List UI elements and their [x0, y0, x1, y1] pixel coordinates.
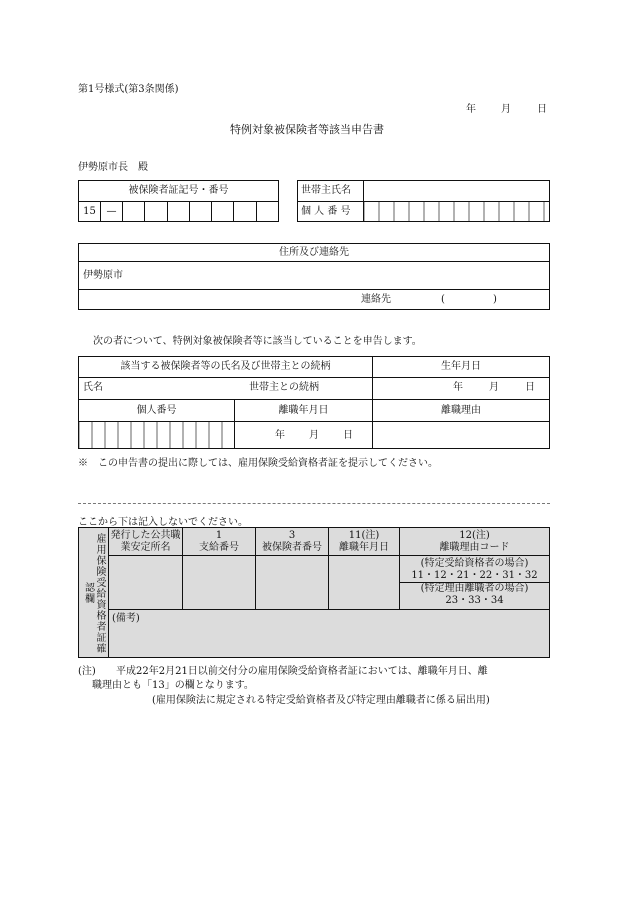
col-separation-code: 12(注) 離職理由コード	[400, 528, 550, 556]
separation-date-header: 離職年月日	[235, 400, 373, 422]
personal-number-label: 個 人 番 号	[298, 201, 364, 222]
usage-note: (雇用保険法に規定される特定受給資格者及び特定理由離職者に係る届出用)	[152, 695, 490, 706]
sep-month-label: 月	[309, 430, 319, 441]
col-payment-number: 1 支給番号	[183, 528, 256, 556]
cut-line-divider	[78, 503, 550, 504]
applicant-table	[78, 356, 550, 449]
form-number: 第1号様式(第3条関係)	[78, 84, 179, 95]
separation-code-cell	[400, 556, 550, 610]
footnote-mark: (注)	[78, 666, 96, 677]
insured-number-table	[78, 180, 279, 222]
contact-field[interactable]	[79, 290, 550, 310]
specific-eligible-label: (特定受給資格者の場合)	[420, 558, 529, 569]
remarks-cell	[109, 610, 550, 658]
address-label: 住所及び連絡先	[79, 244, 550, 262]
birth-year-label: 年	[453, 382, 463, 393]
specific-eligible-codes: 11・12・21・22・31・32	[411, 569, 538, 581]
insured-digit-cell[interactable]	[256, 201, 278, 222]
personal-number-header: 個人番号	[79, 400, 235, 422]
verification-side-label: 雇用保険受給資格者証確認欄	[79, 528, 109, 658]
relation-label: 世帯主との続柄	[249, 382, 319, 393]
footnote-line2: 職理由とも「13」の欄となります。	[92, 680, 254, 691]
birth-day-label: 日	[525, 382, 535, 393]
declaration-statement: 次の者について、特例対象被保険者等に該当していることを申告します。	[93, 336, 422, 347]
separation-date-field[interactable]	[235, 422, 373, 449]
specific-reason-codes: 23・33・34	[445, 594, 504, 606]
col-insured-number: 3 被保険者番号	[256, 528, 329, 556]
name-relation-field[interactable]	[79, 378, 373, 400]
address-field[interactable]	[79, 262, 550, 290]
insured-prefix: 15	[79, 201, 101, 222]
date-month: 月	[501, 104, 511, 115]
birth-date-field[interactable]	[373, 378, 550, 400]
insured-digit-cell[interactable]	[234, 201, 256, 222]
insured-digit-cell[interactable]	[167, 201, 189, 222]
sep-year-label: 年	[275, 430, 285, 441]
insured-digit-cell[interactable]	[212, 201, 234, 222]
addressee: 伊勢原市長 殿	[78, 162, 148, 173]
sep-day-label: 日	[343, 430, 353, 441]
col-separation-date: 11(注) 離職年月日	[329, 528, 400, 556]
address-table	[78, 243, 550, 310]
separation-reason-field[interactable]	[373, 422, 550, 449]
payment-number-cell	[183, 556, 256, 610]
insured-dash: —	[101, 201, 123, 222]
applicant-personal-number-field[interactable]	[79, 422, 235, 449]
page-title: 特例対象被保険者等該当申告書	[230, 123, 384, 136]
notice-text: ※ この申告書の提出に際しては、雇用保険受給資格者証を提示してください。	[78, 458, 438, 469]
insured-digit-cell[interactable]	[189, 201, 211, 222]
remarks-label: (備考)	[112, 613, 140, 624]
head-name-field[interactable]	[364, 181, 550, 202]
footnote-line1: 平成22年2月21日以前交付分の雇用保険受給資格者証においては、離職年月日、離	[116, 666, 488, 677]
insured-digit-cell[interactable]	[123, 201, 145, 222]
office-use-note: ここから下は記入しないでください。	[78, 517, 248, 528]
birth-date-header: 生年月日	[373, 357, 550, 378]
contact-paren-open: (	[441, 294, 445, 305]
col-issuing-office: 発行した公共職業安定所名	[109, 528, 183, 556]
separation-date-cell	[329, 556, 400, 610]
household-table	[297, 180, 550, 222]
name-relation-header: 該当する被保険者等の氏名及び世帯主との続柄	[79, 357, 373, 378]
insured-number-label: 被保険者証記号・番号	[79, 181, 279, 202]
insured-digit-cell[interactable]	[145, 201, 167, 222]
name-label: 氏名	[83, 382, 103, 393]
date-day: 日	[537, 104, 547, 115]
office-use-table	[78, 527, 550, 658]
specific-reason-label: (特定理由離職者の場合)	[400, 582, 549, 595]
separation-reason-header: 離職理由	[373, 400, 550, 422]
birth-month-label: 月	[489, 382, 499, 393]
office-name-cell	[109, 556, 183, 610]
city-name: 伊勢原市	[83, 269, 123, 281]
personal-number-field[interactable]	[364, 201, 550, 222]
contact-label: 連絡先	[361, 294, 391, 305]
contact-paren-close: )	[493, 294, 497, 305]
head-name-label: 世帯主氏名	[298, 181, 364, 202]
insured-number-cell	[256, 556, 329, 610]
date-year: 年	[466, 104, 476, 115]
